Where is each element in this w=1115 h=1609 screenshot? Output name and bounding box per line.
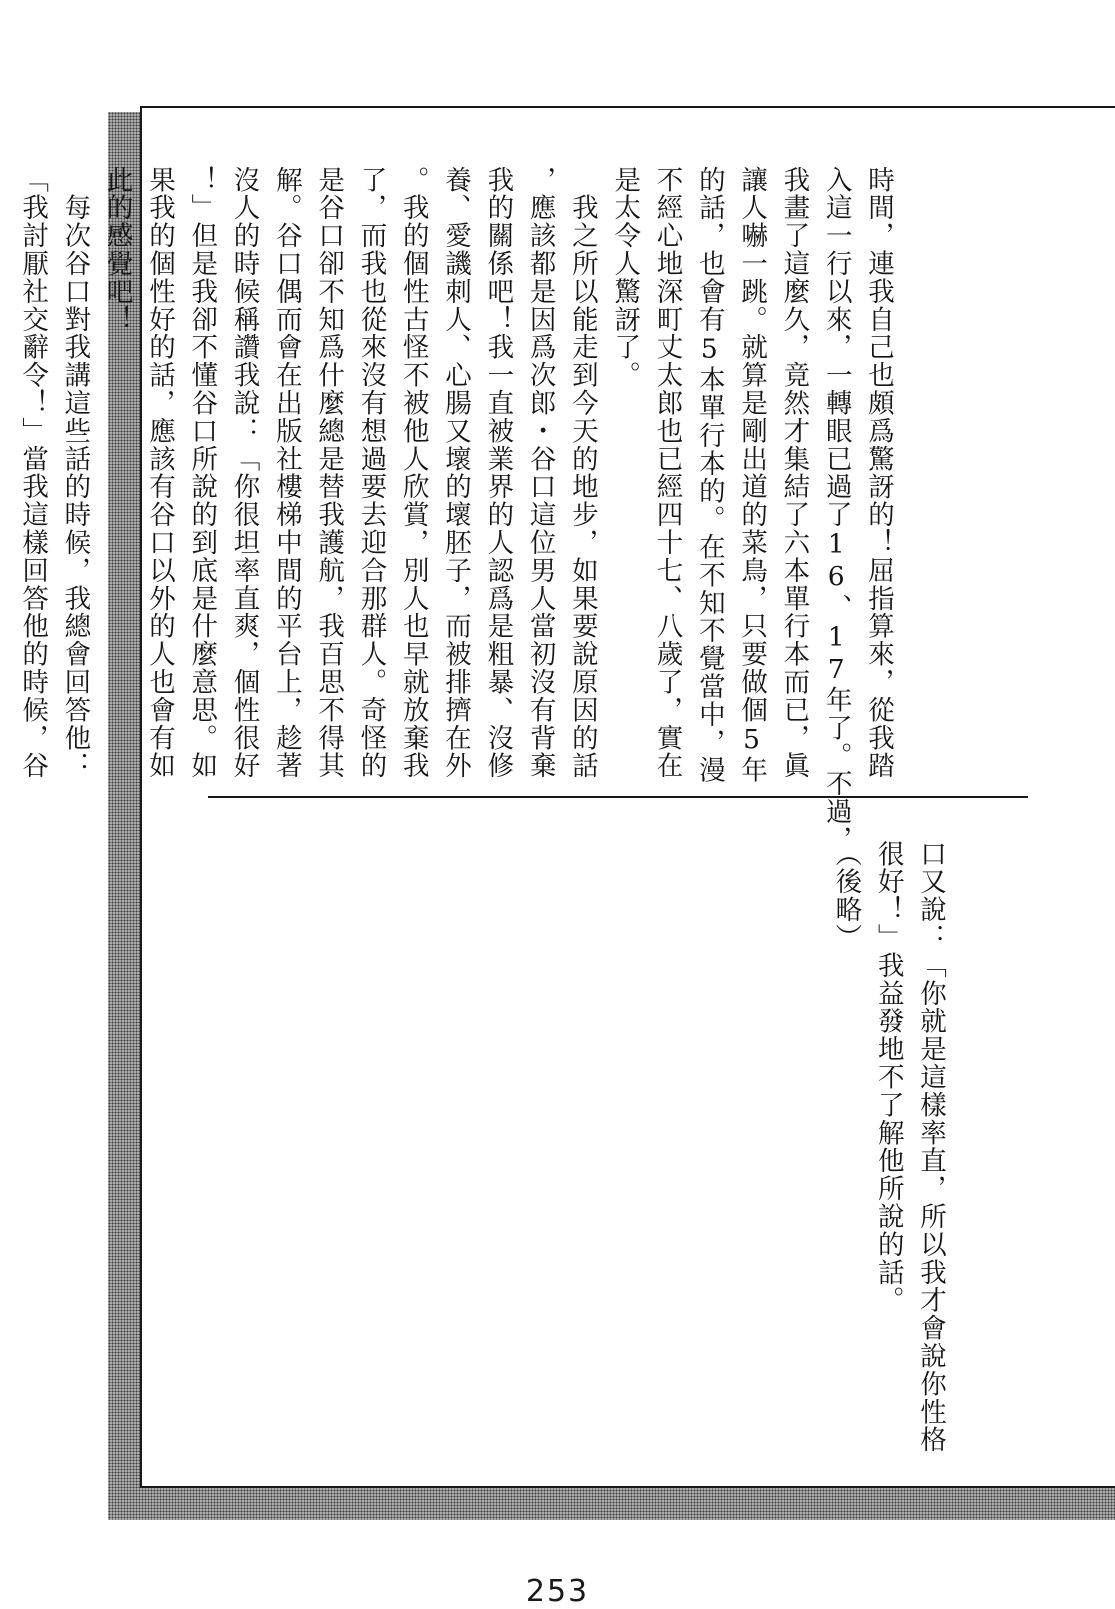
page-shadow-bottom (108, 1486, 1115, 1520)
lower-text-block: 口又說：「你就是這樣率直，所以我才會說你性格 很好！」我益發地不了解他所說的話。 （後略） (830, 840, 946, 1454)
section-divider (208, 796, 1028, 798)
page-number: 253 (525, 1574, 590, 1609)
upper-text-block: 時間，連我自己也頗爲驚訝的！屈指算來，從我踏 入這一行以來，一轉眼已過了16、17年了。不過， 我畫了這麼久，竟然才集結了六本單行本而已，眞 讓人嚇一跳。就算是剛出道的菜鳥，只要做個5年 的話，也會有5本單行本的。在不知不覺當中，漫 不經心地深町丈太郎也已經四十七、八歲了，實在 是太令人驚訝了。 我之所以能走到今天的地步，如果要說原因的話 ，應該都是因爲次郎・谷口這位男人當初沒有背棄 我的關係吧！我一直被業界的人認爲是粗暴、沒修 養、愛譏刺人、心腸又壞的壞胚子，而被排擠在外 。我的個性古怪不被他人欣賞，別人也早就放棄我 了，而我也從來沒有想過要去迎合那群人。奇怪的 是谷口卻不知爲什麼總是替我護航，我百思不得其 解。谷口偶而會在出版社樓梯中間的平台上，趁著 沒人的時候稱讚我說：「你很坦率直爽，個性很好 ！」但是我卻不懂谷口所說的到底是什麼意思。如 果我的個性好的話，應該有谷口以外的人也會有如 此的感覺吧！ 每次谷口對我講這些話的時候，我總會回答他： 「我討厭社交辭令！」當我這樣回答他的時候，谷 (17, 166, 894, 854)
